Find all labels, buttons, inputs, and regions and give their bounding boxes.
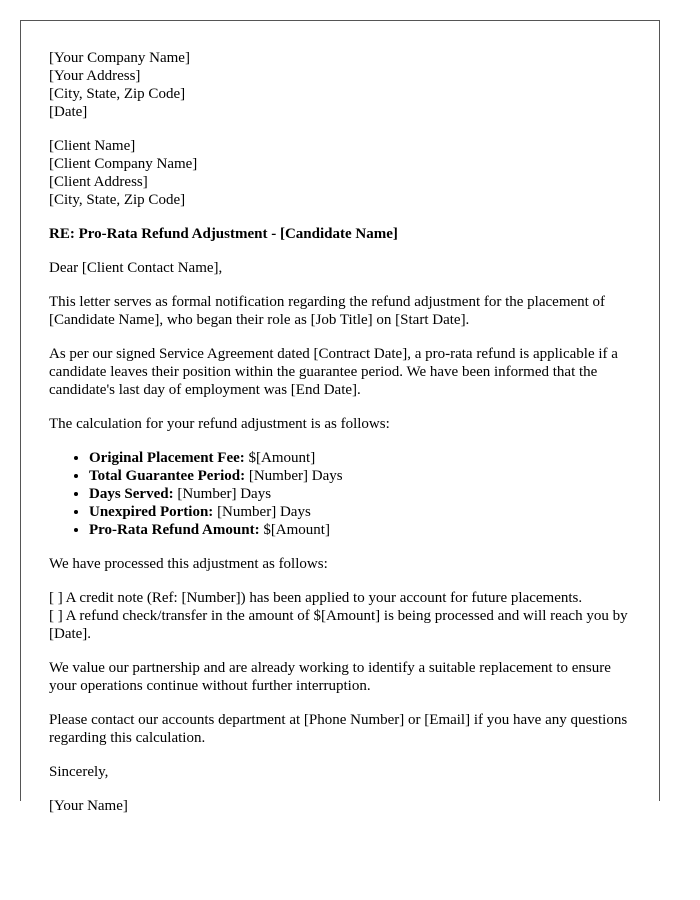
signature-name: [Your Name] (49, 798, 128, 814)
letter-date: [Date] (49, 104, 88, 120)
list-item (89, 503, 639, 521)
recipient-address: [Client Address] (49, 174, 148, 190)
list-item (89, 485, 639, 503)
recipient-block (49, 137, 639, 209)
calc-value: [Number] Days (213, 504, 311, 520)
processing-options (49, 589, 639, 643)
calc-value: [Number] Days (173, 486, 272, 502)
calculation-list (49, 449, 639, 539)
letter-page (20, 20, 660, 814)
sender-address: [Your Address] (49, 68, 141, 84)
calc-term: Unexpired Portion: (89, 504, 214, 520)
list-item (89, 467, 639, 485)
recipient-company: [Client Company Name] (49, 156, 198, 172)
recipient-city-state-zip: [City, State, Zip Code] (49, 192, 186, 208)
calc-value: $[Amount] (259, 522, 330, 538)
letter-content (49, 49, 639, 831)
calc-term: Pro-Rata Refund Amount: (89, 522, 260, 538)
list-item (89, 449, 639, 467)
sender-company: [Your Company Name] (49, 50, 190, 66)
calc-value: $[Amount] (244, 450, 316, 466)
salutation: Dear [Client Contact Name], (49, 260, 223, 276)
calc-value: [Number] Days (245, 468, 343, 484)
partnership-paragraph: We value our partnership and are already working to identify a suitable replacement to ensure your operations continue without further interruption. (49, 660, 611, 694)
sender-block (49, 49, 639, 121)
recipient-name: [Client Name] (49, 138, 136, 154)
calc-term: Original Placement Fee: (89, 450, 245, 466)
closing: Sincerely, (49, 764, 109, 780)
calc-term: Days Served: (89, 486, 174, 502)
credit-note-option: [ ] A credit note (Ref: [Number]) has been applied to your account for future placements. (49, 590, 583, 606)
calc-term: Total Guarantee Period: (89, 468, 246, 484)
subject-line: RE: Pro-Rata Refund Adjustment - [Candidate Name] (49, 226, 398, 242)
calculation-intro: The calculation for your refund adjustment is as follows: (49, 416, 390, 432)
contact-paragraph: Please contact our accounts department at [Phone Number] or [Email] if you have any questions regarding this calculation. (49, 712, 628, 746)
agreement-paragraph: As per our signed Service Agreement dated [Contract Date], a pro-rata refund is applicable if a candidate leaves their position within the guarantee period. We have been informed that the candidate's last day of employment was [End Date]. (49, 346, 618, 398)
sender-city-state-zip: [City, State, Zip Code] (49, 86, 186, 102)
processed-intro: We have processed this adjustment as follows: (49, 556, 328, 572)
refund-option: [ ] A refund check/transfer in the amount of $[Amount] is being processed and will reach you by [Date]. (49, 608, 628, 642)
list-item (89, 521, 639, 539)
intro-paragraph: This letter serves as formal notification regarding the refund adjustment for the placement of [Candidate Name], who began their role as [Job Title] on [Start Date]. (49, 294, 606, 328)
